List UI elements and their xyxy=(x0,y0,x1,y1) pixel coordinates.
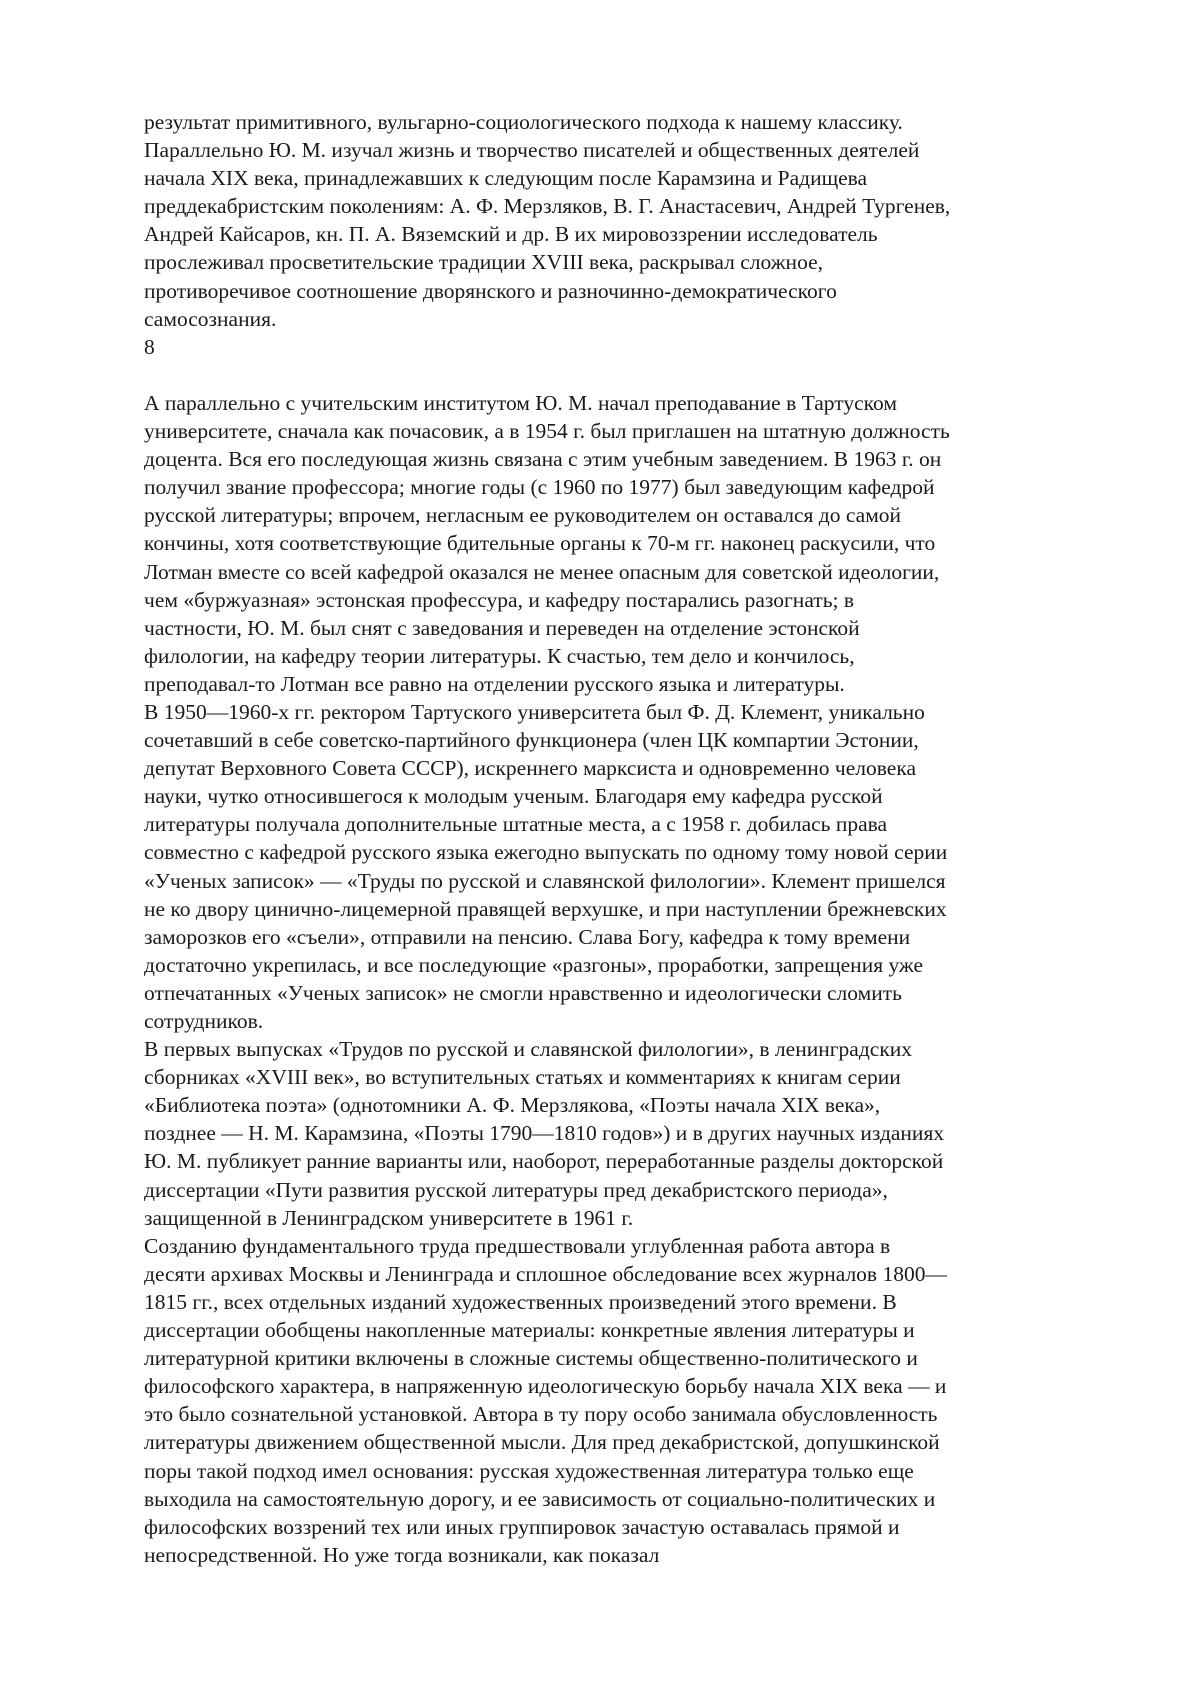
text-line: Созданию фундаментального труда предшествовали углубленная работа автора в xyxy=(144,1233,891,1258)
text-line: чем «буржуазная» эстонская профессура, и кафедру постарались разогнать; в xyxy=(144,587,855,612)
text-line: филологии, на кафедру теории литературы. К счастью, тем дело и кончилось, xyxy=(144,643,855,668)
text-line: «Ученых записок» — «Труды по русской и славянской филологии». Клемент пришелся xyxy=(144,868,946,893)
text-line: это было сознательной установкой. Автора в ту пору особо занимала обусловленность xyxy=(144,1402,938,1427)
paragraph-block-main xyxy=(144,389,1069,1569)
text-line: поры такой подход имел основания: русская художественная литература только еще xyxy=(144,1458,914,1483)
text-line: защищенной в Ленинградском университете в 1961 г. xyxy=(144,1205,634,1230)
text-line: доцента. Вся его последующая жизнь связана с этим учебным заведением. В 1963 г. он xyxy=(144,447,942,472)
text-line: позднее — Н. М. Карамзина, «Поэты 1790—1810 годов») и в других научных изданиях xyxy=(144,1121,945,1146)
text-line: получил звание профессора; многие годы (с 1960 по 1977) был заведующим кафедрой xyxy=(144,475,935,500)
text-line: сборниках «XVIII век», во вступительных статьях и комментариях к книгам серии xyxy=(144,1065,901,1090)
text-line: литературной критики включены в сложные системы общественно-политического и xyxy=(144,1346,918,1371)
text-line: преддекабристским поколениям: А. Ф. Мерзляков, В. Г. Анастасевич, Андрей Тургенев, xyxy=(144,194,951,219)
text-line: литературы получала дополнительные штатные места, а с 1958 г. добилась права xyxy=(144,812,888,837)
text-line: десяти архивах Москвы и Ленинграда и сплошное обследование всех журналов 1800— xyxy=(144,1261,947,1286)
text-line: самосознания. xyxy=(144,306,277,331)
text-line: 1815 гг., всех отдельных изданий художественных произведений этого времени. В xyxy=(144,1289,897,1314)
text-line: начала XIX века, принадлежавших к следующим после Карамзина и Радищева xyxy=(144,166,868,191)
text-line: достаточно укрепилась, и все последующие «разгоны», проработки, запрещения уже xyxy=(144,952,924,977)
text-line: сочетавший в себе советско-партийного функционера (член ЦК компартии Эстонии, xyxy=(144,728,919,753)
footnote-marker: 8 xyxy=(144,334,155,359)
text-line: выходила на самостоятельную дорогу, и ее зависимость от социально-политических и xyxy=(144,1486,936,1511)
text-line: философских воззрений тех или иных группировок зачастую оставалась прямой и xyxy=(144,1514,900,1539)
text-line: преподавал-то Лотман все равно на отделении русского языка и литературы. xyxy=(144,671,845,696)
text-line: результат примитивного, вульгарно-социологического подхода к нашему классику. xyxy=(144,110,903,134)
text-line: совместно с кафедрой русского языка ежегодно выпускать по одному тому новой серии xyxy=(144,840,948,865)
text-line: русской литературы; впрочем, негласным ее руководителем он оставался до самой xyxy=(144,503,902,528)
text-line: непосредственной. Но уже тогда возникали, как показал xyxy=(144,1542,660,1567)
text-line: В первых выпусках «Трудов по русской и славянской филологии», в ленинградских xyxy=(144,1037,913,1062)
text-line: заморозков его «съели», отправили на пенсию. Слава Богу, кафедра к тому времени xyxy=(144,924,911,949)
paragraph-block-top xyxy=(144,108,1069,333)
text-line: прослеживал просветительские традиции XVIII века, раскрывал сложное, xyxy=(144,250,823,275)
text-line: Параллельно Ю. М. изучал жизнь и творчество писателей и общественных деятелей xyxy=(144,138,920,163)
text-line: В 1950—1960-х гг. ректором Тартуского университета был Ф. Д. Клемент, уникально xyxy=(144,699,925,724)
text-line: литературы движением общественной мысли. Для пред декабристской, допушкинской xyxy=(144,1430,940,1455)
text-line: депутат Верховного Совета СССР), искреннего марксиста и одновременно человека xyxy=(144,756,916,781)
text-line: Андрей Кайсаров, кн. П. А. Вяземский и др. В их мировоззрении исследователь xyxy=(144,222,878,247)
text-line: частности, Ю. М. был снят с заведования и переведен на отделение эстонской xyxy=(144,615,860,640)
text-line: кончины, хотя соответствующие бдительные органы к 70-м гг. наконец раскусили, что xyxy=(144,531,936,556)
blank-line xyxy=(144,361,1069,389)
text-line: науки, чутко относившегося к молодым ученым. Благодаря ему кафедра русской xyxy=(144,784,883,809)
text-line: не ко двору цинично-лицемерной правящей верхушке, и при наступлении брежневских xyxy=(144,896,947,921)
text-line: Лотман вместе со всей кафедрой оказался не менее опасным для советской идеологии, xyxy=(144,559,940,584)
text-line: «Библиотека поэта» (однотомники А. Ф. Мерзлякова, «Поэты начала XIX века», xyxy=(144,1093,881,1118)
text-line: Ю. М. публикует ранние варианты или, наоборот, переработанные разделы докторской xyxy=(144,1149,944,1174)
text-line: противоречивое соотношение дворянского и разночинно-демократического xyxy=(144,278,837,303)
text-line: А параллельно с учительским институтом Ю. М. начал преподавание в Тартуском xyxy=(144,390,897,415)
text-line: сотрудников. xyxy=(144,1009,264,1033)
text-line: диссертации обобщены накопленные материалы: конкретные явления литературы и xyxy=(144,1318,915,1343)
text-line: диссертации «Пути развития русской литературы пред декабристского периода», xyxy=(144,1177,888,1202)
text-line: философского характера, в напряженную идеологическую борьбу начала XIX века — и xyxy=(144,1374,947,1399)
text-line: отпечатанных «Ученых записок» не смогли нравственно и идеологически сломить xyxy=(144,980,902,1005)
document-page xyxy=(144,108,1069,1569)
text-line: университете, сначала как почасовик, а в 1954 г. был приглашен на штатную должность xyxy=(144,419,950,444)
